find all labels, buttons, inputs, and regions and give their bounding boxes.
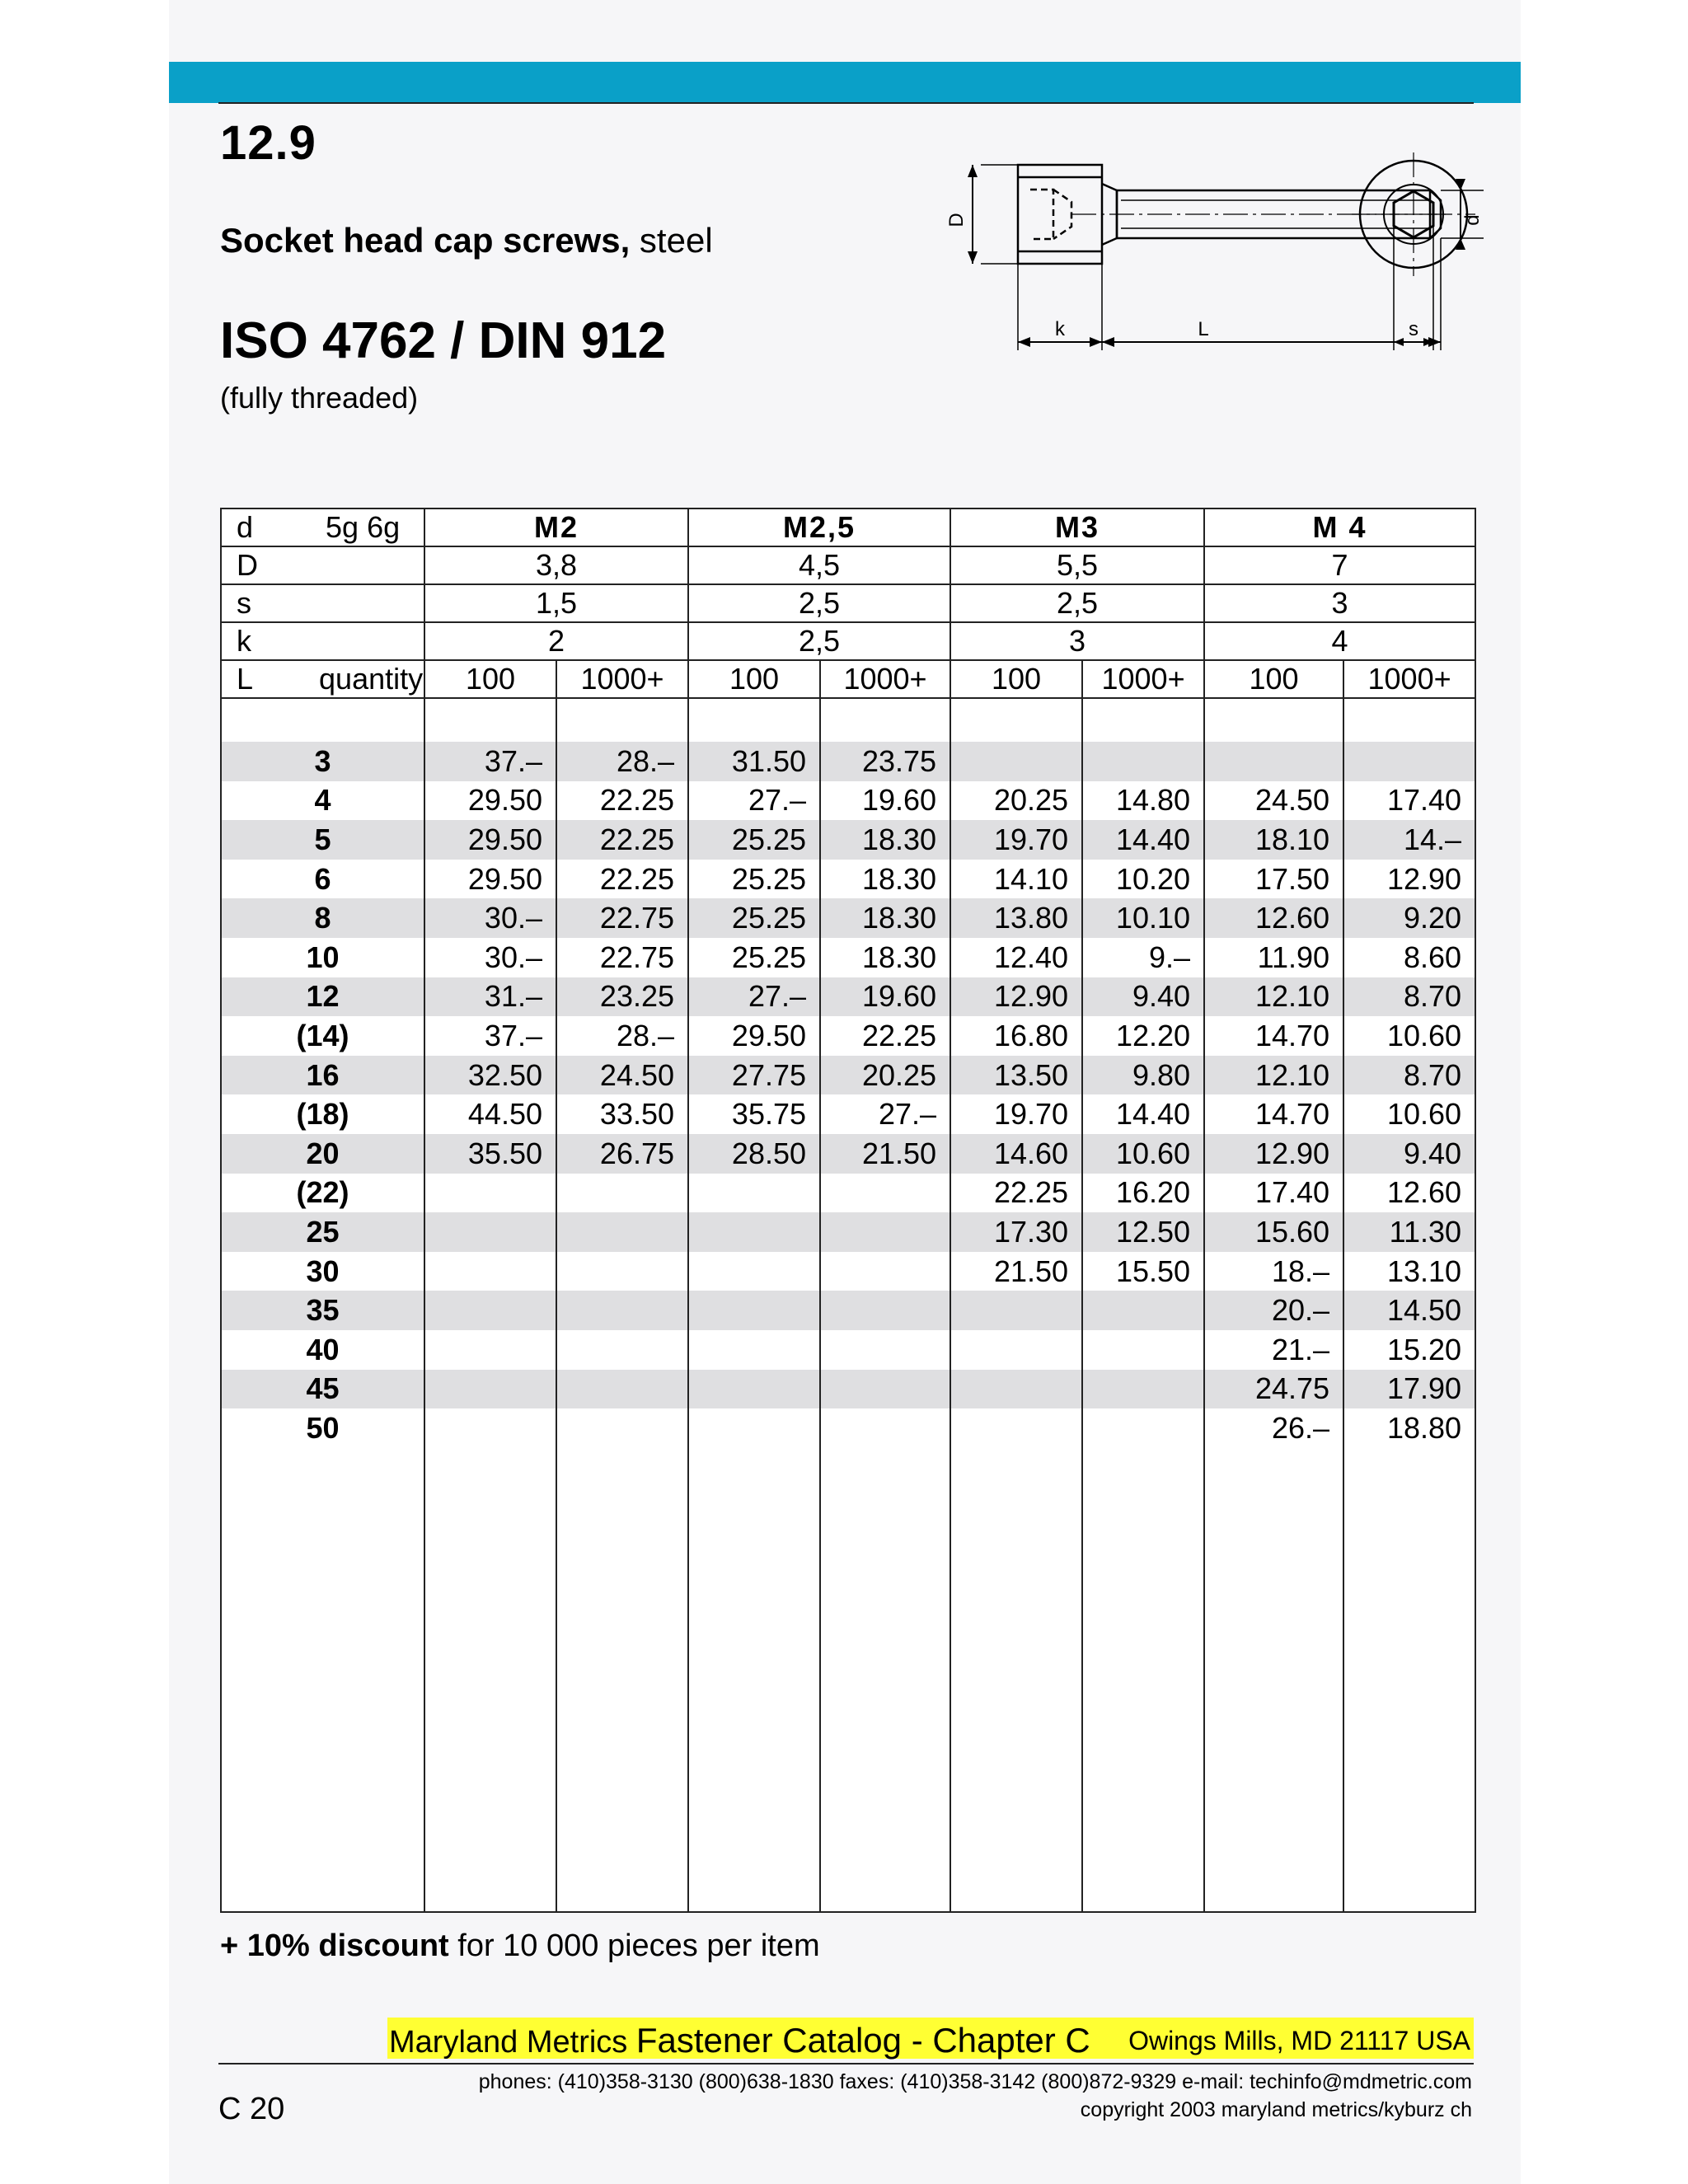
row-label: k xyxy=(221,622,424,660)
price-cell xyxy=(1204,742,1343,781)
table-row xyxy=(221,1408,1475,1448)
row-label: L quantity xyxy=(221,660,424,698)
price-cell xyxy=(424,1291,556,1330)
price-cell: 9.20 xyxy=(1343,898,1475,938)
price-cell: 17.40 xyxy=(1204,1174,1343,1213)
price-cell: 22.25 xyxy=(556,820,688,860)
table-row xyxy=(221,1291,1475,1330)
price-cell: 33.50 xyxy=(556,1094,688,1134)
price-cell: 14.70 xyxy=(1204,1016,1343,1056)
price-cell xyxy=(556,1330,688,1370)
row-head-diameter xyxy=(221,546,1475,584)
table-row xyxy=(221,1056,1475,1095)
price-cell xyxy=(1082,1291,1204,1330)
table-row xyxy=(221,1094,1475,1134)
table-row xyxy=(221,938,1475,977)
price-cell xyxy=(688,1291,820,1330)
price-cell: 23.75 xyxy=(820,742,950,781)
price-cell: 24.50 xyxy=(1204,781,1343,821)
quantity-header: 1000+ xyxy=(1343,660,1475,698)
spec-value: 2 xyxy=(424,622,688,660)
price-cell: 12.40 xyxy=(950,938,1082,977)
contact-info: phones: (410)358-3130 (800)638-1830 faxes: (410)358-3142 (800)872-9329 e-mail: techinfo@mdmetric.com xyxy=(478,2070,1472,2093)
price-cell: 14.50 xyxy=(1343,1291,1475,1330)
price-cell: 28.– xyxy=(556,1016,688,1056)
quantity-header: 100 xyxy=(424,660,556,698)
price-cell xyxy=(424,1330,556,1370)
price-cell: 10.60 xyxy=(1343,1016,1475,1056)
length-cell: 10 xyxy=(221,938,424,977)
price-cell: 12.60 xyxy=(1343,1174,1475,1213)
price-cell xyxy=(820,1212,950,1252)
spec-value: 4 xyxy=(1204,622,1475,660)
row-socket-size xyxy=(221,584,1475,622)
price-cell: 17.90 xyxy=(1343,1370,1475,1409)
price-cell: 18.30 xyxy=(820,898,950,938)
quantity-header: 100 xyxy=(950,660,1082,698)
table-empty-area xyxy=(221,1448,1475,1912)
screw-diagram xyxy=(945,152,1484,359)
table-spacer-row xyxy=(221,698,1475,742)
price-cell: 27.– xyxy=(688,781,820,821)
price-cell: 19.70 xyxy=(950,1094,1082,1134)
price-cell xyxy=(556,1252,688,1291)
drawing-label-L: L xyxy=(1198,318,1209,340)
price-cell: 25.25 xyxy=(688,820,820,860)
price-cell: 29.50 xyxy=(424,781,556,821)
price-cell: 13.80 xyxy=(950,898,1082,938)
table-row xyxy=(221,1370,1475,1409)
price-cell: 25.25 xyxy=(688,860,820,899)
price-cell: 15.60 xyxy=(1204,1212,1343,1252)
price-cell: 21.50 xyxy=(950,1252,1082,1291)
price-cell xyxy=(424,1408,556,1448)
price-cell xyxy=(950,1330,1082,1370)
price-cell xyxy=(950,742,1082,781)
price-cell: 18.30 xyxy=(820,820,950,860)
copyright-notice: copyright 2003 maryland metrics/kyburz ch xyxy=(1080,2098,1472,2121)
table-row xyxy=(221,1212,1475,1252)
quantity-header: 1000+ xyxy=(1082,660,1204,698)
size-m4: M 4 xyxy=(1204,509,1475,546)
spec-value: 4,5 xyxy=(688,546,950,584)
price-cell: 21.50 xyxy=(820,1134,950,1174)
table-row xyxy=(221,820,1475,860)
table-row xyxy=(221,977,1475,1017)
price-cell: 13.10 xyxy=(1343,1252,1475,1291)
price-cell xyxy=(1082,1370,1204,1409)
price-cell xyxy=(950,1291,1082,1330)
price-cell: 15.20 xyxy=(1343,1330,1475,1370)
length-cell: 40 xyxy=(221,1330,424,1370)
length-cell: 4 xyxy=(221,781,424,821)
price-cell: 12.50 xyxy=(1082,1212,1204,1252)
price-cell: 14.10 xyxy=(950,860,1082,899)
price-cell: 18.– xyxy=(1204,1252,1343,1291)
page-number: C 20 xyxy=(218,2092,285,2126)
drawing-label-D: D xyxy=(945,213,968,227)
table-row xyxy=(221,860,1475,899)
price-cell xyxy=(950,1408,1082,1448)
price-cell: 14.– xyxy=(1343,820,1475,860)
price-cell: 19.60 xyxy=(820,977,950,1017)
price-cell: 20.– xyxy=(1204,1291,1343,1330)
row-head-height xyxy=(221,622,1475,660)
price-cell: 10.10 xyxy=(1082,898,1204,938)
length-cell: 5 xyxy=(221,820,424,860)
price-cell xyxy=(820,1291,950,1330)
catalog-chapter: Fastener Catalog - Chapter C xyxy=(635,2021,1090,2060)
price-cell: 22.25 xyxy=(556,860,688,899)
price-cell: 22.25 xyxy=(950,1174,1082,1213)
price-cell: 18.80 xyxy=(1343,1408,1475,1448)
quantity-header: 1000+ xyxy=(820,660,950,698)
price-cell: 26.75 xyxy=(556,1134,688,1174)
price-cell: 30.– xyxy=(424,898,556,938)
price-cell: 11.90 xyxy=(1204,938,1343,977)
spec-value: 7 xyxy=(1204,546,1475,584)
catalog-title xyxy=(389,2021,1090,2060)
size-m2-5: M2,5 xyxy=(688,509,950,546)
price-cell xyxy=(820,1174,950,1213)
price-cell: 22.25 xyxy=(820,1016,950,1056)
row-thread-size xyxy=(221,509,1475,546)
price-cell: 18.10 xyxy=(1204,820,1343,860)
price-cell xyxy=(556,1370,688,1409)
price-cell: 9.40 xyxy=(1343,1134,1475,1174)
price-cell: 9.80 xyxy=(1082,1056,1204,1095)
header-color-bar xyxy=(169,62,1521,103)
price-cell: 21.– xyxy=(1204,1330,1343,1370)
price-cell: 32.50 xyxy=(424,1056,556,1095)
price-cell: 17.40 xyxy=(1343,781,1475,821)
price-cell: 12.10 xyxy=(1204,977,1343,1017)
length-cell: 25 xyxy=(221,1212,424,1252)
discount-amount: + 10% discount xyxy=(220,1929,449,1963)
drawing-label-d: d xyxy=(1461,214,1484,226)
price-cell: 44.50 xyxy=(424,1094,556,1134)
price-cell: 10.20 xyxy=(1082,860,1204,899)
price-cell xyxy=(1343,742,1475,781)
standard-title: ISO 4762 / DIN 912 xyxy=(220,312,667,369)
price-cell: 25.25 xyxy=(688,898,820,938)
price-cell: 25.25 xyxy=(688,938,820,977)
price-cell: 18.30 xyxy=(820,860,950,899)
price-cell: 20.25 xyxy=(950,781,1082,821)
price-cell: 37.– xyxy=(424,742,556,781)
price-cell xyxy=(1082,742,1204,781)
price-cell: 29.50 xyxy=(424,820,556,860)
price-cell: 35.75 xyxy=(688,1094,820,1134)
price-cell xyxy=(556,1212,688,1252)
price-cell: 31.50 xyxy=(688,742,820,781)
price-cell: 23.25 xyxy=(556,977,688,1017)
price-cell xyxy=(820,1330,950,1370)
price-table xyxy=(220,508,1476,1913)
table-row xyxy=(221,1134,1475,1174)
price-cell xyxy=(424,1174,556,1213)
price-cell: 12.60 xyxy=(1204,898,1343,938)
price-cell: 19.70 xyxy=(950,820,1082,860)
price-cell: 27.– xyxy=(688,977,820,1017)
price-cell: 29.50 xyxy=(424,860,556,899)
length-cell: 8 xyxy=(221,898,424,938)
length-cell: 16 xyxy=(221,1056,424,1095)
price-cell xyxy=(424,1252,556,1291)
price-cell xyxy=(1082,1330,1204,1370)
price-cell: 24.50 xyxy=(556,1056,688,1095)
length-cell: 30 xyxy=(221,1252,424,1291)
price-cell xyxy=(688,1174,820,1213)
company-address: Owings Mills, MD 21117 USA xyxy=(1128,2026,1470,2055)
price-cell: 14.40 xyxy=(1082,1094,1204,1134)
price-cell: 9.– xyxy=(1082,938,1204,977)
quantity-header: 1000+ xyxy=(556,660,688,698)
price-cell xyxy=(820,1408,950,1448)
price-cell xyxy=(556,1174,688,1213)
discount-note xyxy=(220,1929,820,1964)
price-cell: 14.80 xyxy=(1082,781,1204,821)
table-row xyxy=(221,1174,1475,1213)
footer-rule xyxy=(218,2063,1474,2064)
spec-value: 1,5 xyxy=(424,584,688,622)
price-cell: 12.20 xyxy=(1082,1016,1204,1056)
price-cell: 37.– xyxy=(424,1016,556,1056)
price-cell xyxy=(950,1370,1082,1409)
price-cell xyxy=(688,1408,820,1448)
price-cell xyxy=(424,1370,556,1409)
length-cell: (14) xyxy=(221,1016,424,1056)
discount-condition: for 10 000 pieces per item xyxy=(448,1929,820,1963)
spec-value: 2,5 xyxy=(688,622,950,660)
price-cell: 8.60 xyxy=(1343,938,1475,977)
drawing-label-k: k xyxy=(1055,318,1065,340)
price-cell: 31.– xyxy=(424,977,556,1017)
table-row xyxy=(221,781,1475,821)
table-row xyxy=(221,1252,1475,1291)
price-cell: 10.60 xyxy=(1343,1094,1475,1134)
table-row xyxy=(221,1330,1475,1370)
price-cell xyxy=(820,1252,950,1291)
price-cell xyxy=(688,1212,820,1252)
subtitle-material: steel xyxy=(630,221,713,260)
price-cell: 16.80 xyxy=(950,1016,1082,1056)
product-subtitle xyxy=(220,221,713,260)
quantity-header: 100 xyxy=(688,660,820,698)
price-cell: 10.60 xyxy=(1082,1134,1204,1174)
length-cell: (18) xyxy=(221,1094,424,1134)
standard-note: (fully threaded) xyxy=(220,381,419,415)
length-cell: 20 xyxy=(221,1134,424,1174)
table-row xyxy=(221,1016,1475,1056)
price-cell: 27.– xyxy=(820,1094,950,1134)
price-cell: 8.70 xyxy=(1343,1056,1475,1095)
subtitle-bold: Socket head cap screws, xyxy=(220,221,631,260)
length-cell: 45 xyxy=(221,1370,424,1409)
price-cell: 22.75 xyxy=(556,938,688,977)
price-cell: 14.60 xyxy=(950,1134,1082,1174)
price-cell: 35.50 xyxy=(424,1134,556,1174)
row-label: s xyxy=(221,584,424,622)
price-cell xyxy=(424,1212,556,1252)
price-cell: 30.– xyxy=(424,938,556,977)
price-cell: 12.90 xyxy=(1343,860,1475,899)
drawing-label-s: s xyxy=(1409,318,1418,340)
length-cell: 50 xyxy=(221,1408,424,1448)
price-cell: 11.30 xyxy=(1343,1212,1475,1252)
price-cell: 22.25 xyxy=(556,781,688,821)
price-cell: 14.40 xyxy=(1082,820,1204,860)
price-cell xyxy=(688,1252,820,1291)
price-cell xyxy=(556,1408,688,1448)
row-quantity xyxy=(221,660,1475,698)
header-rule xyxy=(218,102,1474,104)
price-cell: 29.50 xyxy=(688,1016,820,1056)
price-cell: 17.50 xyxy=(1204,860,1343,899)
length-cell: 6 xyxy=(221,860,424,899)
price-cell: 12.10 xyxy=(1204,1056,1343,1095)
price-cell: 24.75 xyxy=(1204,1370,1343,1409)
spec-value: 2,5 xyxy=(950,584,1204,622)
length-cell: 35 xyxy=(221,1291,424,1330)
size-m3: M3 xyxy=(950,509,1204,546)
price-cell: 18.30 xyxy=(820,938,950,977)
price-cell: 9.40 xyxy=(1082,977,1204,1017)
spec-value: 5,5 xyxy=(950,546,1204,584)
price-cell: 28.50 xyxy=(688,1134,820,1174)
price-cell xyxy=(820,1370,950,1409)
price-cell: 12.90 xyxy=(1204,1134,1343,1174)
table-row xyxy=(221,898,1475,938)
price-cell: 20.25 xyxy=(820,1056,950,1095)
price-cell xyxy=(688,1330,820,1370)
price-cell: 19.60 xyxy=(820,781,950,821)
price-cell: 22.75 xyxy=(556,898,688,938)
price-cell: 13.50 xyxy=(950,1056,1082,1095)
price-cell: 27.75 xyxy=(688,1056,820,1095)
price-cell xyxy=(688,1370,820,1409)
quantity-header: 100 xyxy=(1204,660,1343,698)
spec-value: 3,8 xyxy=(424,546,688,584)
price-cell: 14.70 xyxy=(1204,1094,1343,1134)
row-label: D xyxy=(221,546,424,584)
spec-value: 3 xyxy=(950,622,1204,660)
length-cell: 3 xyxy=(221,742,424,781)
price-cell: 15.50 xyxy=(1082,1252,1204,1291)
size-m2: M2 xyxy=(424,509,688,546)
price-cell: 26.– xyxy=(1204,1408,1343,1448)
row-label: d 5g 6g xyxy=(221,509,424,546)
price-cell xyxy=(556,1291,688,1330)
price-cell: 28.– xyxy=(556,742,688,781)
table-row xyxy=(221,742,1475,781)
spec-value: 2,5 xyxy=(688,584,950,622)
price-cell: 12.90 xyxy=(950,977,1082,1017)
price-cell: 8.70 xyxy=(1343,977,1475,1017)
price-cell: 16.20 xyxy=(1082,1174,1204,1213)
length-cell: 12 xyxy=(221,977,424,1017)
strength-grade: 12.9 xyxy=(220,116,316,170)
price-cell xyxy=(1082,1408,1204,1448)
price-cell: 17.30 xyxy=(950,1212,1082,1252)
catalog-company: Maryland Metrics xyxy=(389,2025,636,2060)
spec-value: 3 xyxy=(1204,584,1475,622)
length-cell: (22) xyxy=(221,1174,424,1213)
